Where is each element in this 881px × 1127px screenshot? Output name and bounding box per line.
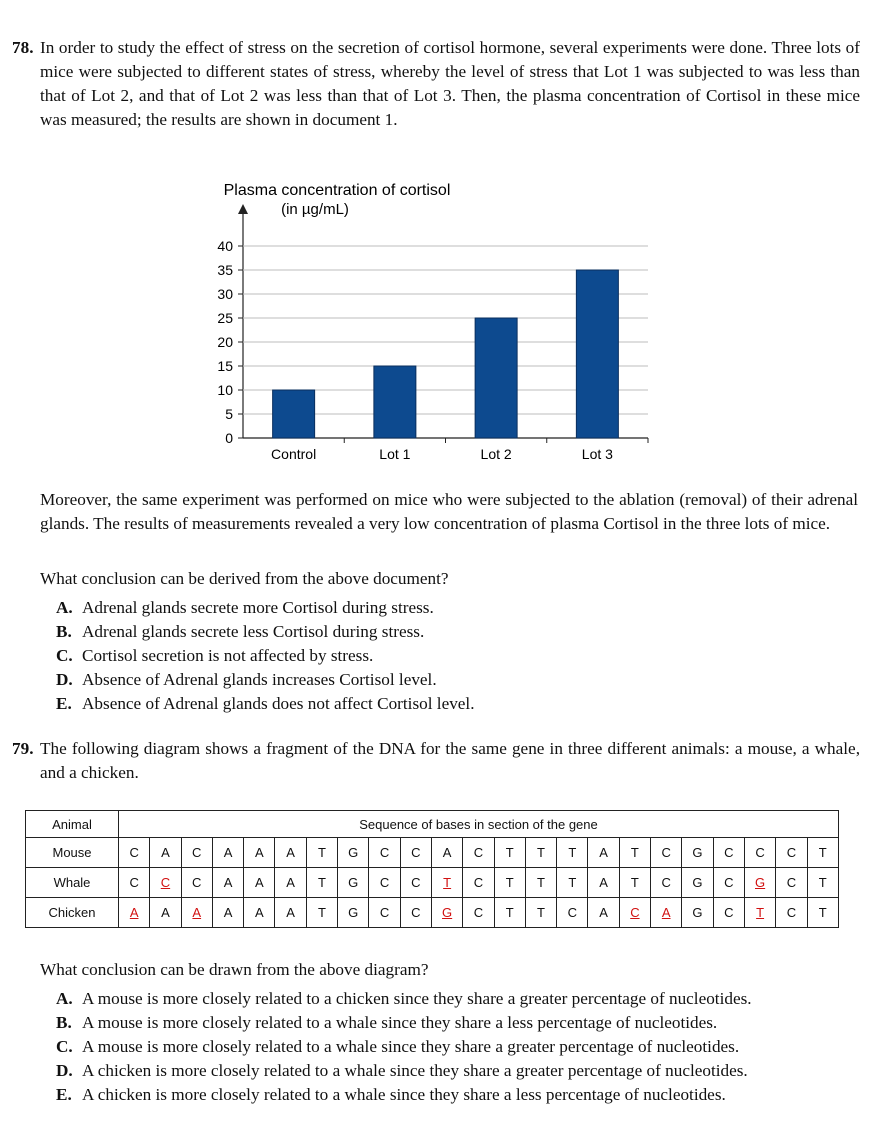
- base-cell: T: [306, 868, 337, 898]
- base-cell: A: [651, 898, 682, 928]
- base-cell: A: [588, 838, 619, 868]
- animal-cell: Whale: [26, 868, 119, 898]
- option-78-d[interactable]: D. Absence of Adrenal glands increases Cortisol level.: [56, 670, 437, 689]
- base-cell: C: [557, 898, 588, 928]
- base-cell: T: [557, 838, 588, 868]
- base-cell: A: [588, 898, 619, 928]
- base-cell: C: [713, 838, 744, 868]
- base-cell: C: [400, 838, 431, 868]
- base-cell: G: [338, 838, 369, 868]
- base-cell: T: [525, 898, 556, 928]
- y-tick-label: 20: [217, 334, 233, 350]
- base-cell: C: [119, 868, 150, 898]
- base-cell: A: [244, 898, 275, 928]
- base-cell: T: [744, 898, 775, 928]
- table-header-animal: Animal: [26, 811, 119, 838]
- question-78-text: In order to study the effect of stress on the secretion of cortisol hormone, several experiments were done. Three lots of mice were subjected to different states of stress, whereby the level of stress that Lot 1 was subjected to was less than that of Lot 2, and that of Lot 2 was less than that of Lot 3. Then, the plasma concentration of Cortisol in these mice was measured; the results are shown in document 1.: [40, 38, 860, 129]
- y-tick-label: 0: [225, 430, 233, 446]
- chart-title: Plasma concentration of cortisol: [223, 182, 451, 199]
- y-tick-label: 5: [225, 406, 233, 422]
- base-cell: T: [306, 838, 337, 868]
- table-row-chicken: [26, 898, 839, 928]
- base-cell: C: [651, 868, 682, 898]
- option-78-b[interactable]: B. Adrenal glands secrete less Cortisol during stress.: [56, 622, 425, 641]
- base-cell: A: [212, 868, 243, 898]
- table-row-mouse: [26, 838, 839, 868]
- base-cell: T: [525, 868, 556, 898]
- base-cell: T: [525, 838, 556, 868]
- option-79-d[interactable]: D. A chicken is more closely related to a whale since they share a greater percentage of nucleotides.: [56, 1061, 748, 1080]
- base-cell: T: [619, 838, 650, 868]
- option-78-a[interactable]: A. Adrenal glands secrete more Cortisol during stress.: [56, 598, 434, 617]
- base-cell: A: [275, 898, 306, 928]
- base-cell: T: [494, 898, 525, 928]
- base-cell: T: [431, 868, 462, 898]
- base-cell: G: [682, 898, 713, 928]
- base-cell: A: [119, 898, 150, 928]
- base-cell: A: [150, 898, 181, 928]
- y-tick-label: 15: [217, 358, 233, 374]
- base-cell: C: [744, 838, 775, 868]
- base-cell: C: [369, 838, 400, 868]
- base-cell: C: [369, 868, 400, 898]
- base-cell: G: [744, 868, 775, 898]
- base-cell: C: [150, 868, 181, 898]
- bar-lot-3: [576, 270, 618, 438]
- question-79-options: [56, 987, 752, 1107]
- base-cell: A: [275, 868, 306, 898]
- x-tick-label: Lot 1: [379, 446, 411, 462]
- x-tick-label: Lot 3: [581, 446, 613, 462]
- base-cell: T: [619, 868, 650, 898]
- base-cell: A: [244, 868, 275, 898]
- dna-sequence-table: [25, 810, 839, 928]
- question-79-number: 79.: [12, 739, 34, 758]
- base-cell: T: [494, 868, 525, 898]
- base-cell: C: [776, 838, 807, 868]
- base-cell: C: [463, 868, 494, 898]
- base-cell: C: [776, 898, 807, 928]
- base-cell: A: [244, 838, 275, 868]
- base-cell: A: [150, 838, 181, 868]
- question-78-number: 78.: [12, 38, 34, 57]
- bar-control: [273, 390, 315, 438]
- base-cell: T: [807, 838, 838, 868]
- x-tick-label: Control: [271, 446, 317, 462]
- base-cell: G: [338, 898, 369, 928]
- base-cell: C: [463, 898, 494, 928]
- question-79-text: The following diagram shows a fragment of the DNA for the same gene in three different animals: a mouse, a whale, and a chicken.: [40, 739, 860, 782]
- chart-ylabel: (in µg/mL): [281, 201, 349, 218]
- base-cell: C: [651, 838, 682, 868]
- base-cell: C: [119, 838, 150, 868]
- y-tick-label: 35: [217, 262, 233, 278]
- y-tick-label: 30: [217, 286, 233, 302]
- base-cell: C: [463, 838, 494, 868]
- bar-lot-1: [374, 366, 416, 438]
- base-cell: G: [338, 868, 369, 898]
- option-79-e[interactable]: E. A chicken is more closely related to a whale since they share a less percentage of nucleotides.: [56, 1085, 726, 1104]
- base-cell: A: [431, 838, 462, 868]
- question-78: [12, 36, 860, 132]
- question-78-options: [56, 596, 475, 716]
- base-cell: C: [776, 868, 807, 898]
- y-tick-label: 40: [217, 238, 233, 254]
- option-79-c[interactable]: C. A mouse is more closely related to a whale since they share a greater percentage of nucleotides.: [56, 1037, 740, 1056]
- option-79-a[interactable]: A. A mouse is more closely related to a chicken since they share a greater percentage of nucleotides.: [56, 989, 752, 1008]
- base-cell: A: [275, 838, 306, 868]
- option-78-c[interactable]: C. Cortisol secretion is not affected by stress.: [56, 646, 374, 665]
- question-79: [12, 737, 860, 785]
- base-cell: C: [400, 868, 431, 898]
- base-cell: C: [369, 898, 400, 928]
- base-cell: G: [682, 868, 713, 898]
- base-cell: T: [807, 868, 838, 898]
- base-cell: G: [431, 898, 462, 928]
- base-cell: T: [306, 898, 337, 928]
- base-cell: T: [807, 898, 838, 928]
- animal-cell: Chicken: [26, 898, 119, 928]
- animal-cell: Mouse: [26, 838, 119, 868]
- y-tick-label: 25: [217, 310, 233, 326]
- question-78-moreover: Moreover, the same experiment was performed on mice who were subjected to the ablation (removal) of their adrenal glands. The results of measurements revealed a very low concentration of plasma Cortisol in the three lots of mice.: [40, 490, 858, 533]
- option-79-b[interactable]: B. A mouse is more closely related to a whale since they share a less percentage of nucleotides.: [56, 1013, 718, 1032]
- base-cell: A: [212, 898, 243, 928]
- base-cell: C: [181, 868, 212, 898]
- base-cell: A: [212, 838, 243, 868]
- question-78-prompt: What conclusion can be derived from the above document?: [40, 569, 449, 588]
- option-78-e[interactable]: E. Absence of Adrenal glands does not affect Cortisol level.: [56, 694, 475, 713]
- y-tick-label: 10: [217, 382, 233, 398]
- cortisol-bar-chart: [190, 176, 660, 466]
- x-tick-label: Lot 2: [480, 446, 512, 462]
- question-79-prompt: What conclusion can be drawn from the above diagram?: [40, 960, 429, 979]
- base-cell: C: [400, 898, 431, 928]
- base-cell: A: [588, 868, 619, 898]
- base-cell: T: [557, 868, 588, 898]
- base-cell: G: [682, 838, 713, 868]
- base-cell: C: [619, 898, 650, 928]
- bar-lot-2: [475, 318, 517, 438]
- table-row-whale: [26, 868, 839, 898]
- base-cell: C: [181, 838, 212, 868]
- base-cell: C: [713, 868, 744, 898]
- base-cell: A: [181, 898, 212, 928]
- base-cell: T: [494, 838, 525, 868]
- base-cell: C: [713, 898, 744, 928]
- table-header-sequence: Sequence of bases in section of the gene: [119, 811, 839, 838]
